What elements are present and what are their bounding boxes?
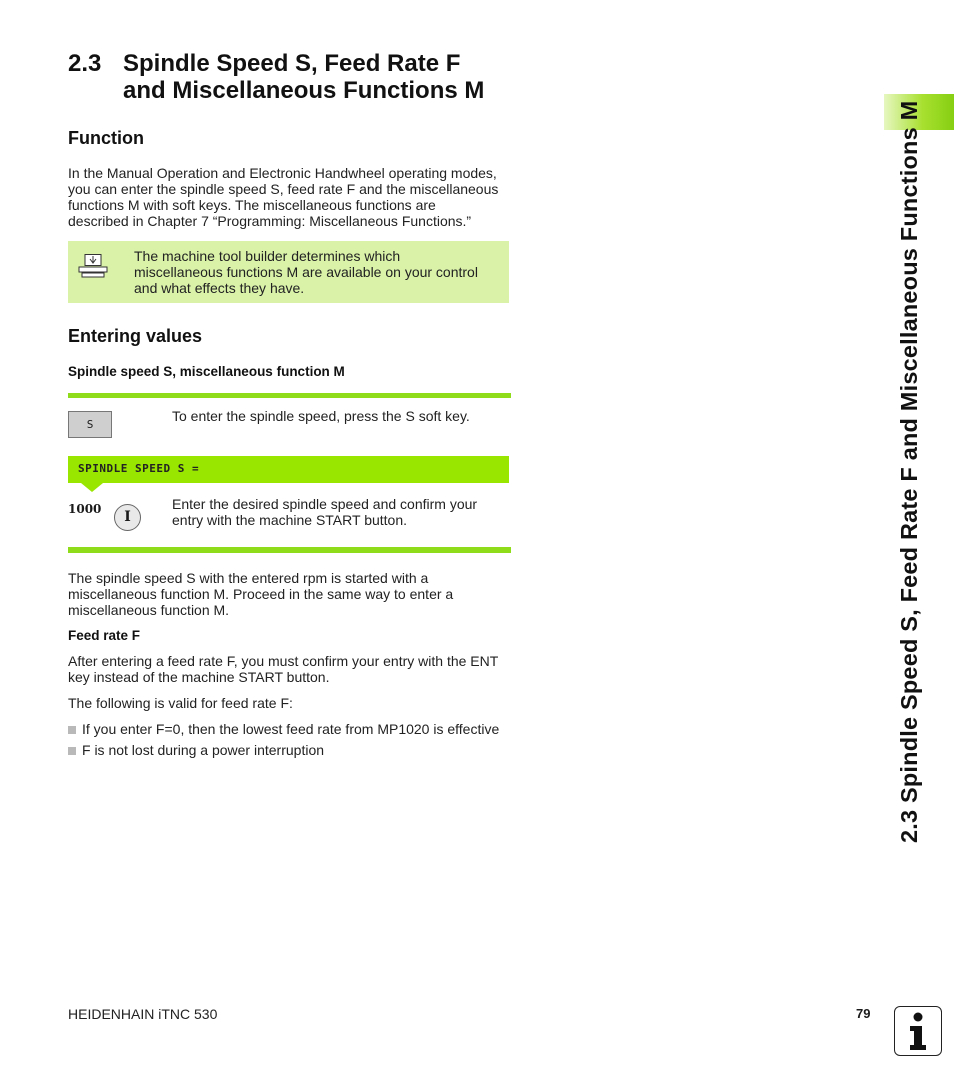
prompt-text: SPINDLE SPEED S =: [78, 462, 200, 475]
after-line: The spindle speed S with the entered rpm is started with a: [68, 570, 429, 586]
after-paragraph: [68, 570, 453, 618]
list-item: [68, 721, 499, 737]
note-text: [134, 248, 504, 296]
feed-line: key instead of the machine START button.: [68, 669, 330, 685]
list-item: [68, 742, 324, 758]
section-number: 2.3: [68, 50, 102, 77]
machine-tool-icon: [78, 254, 110, 280]
feed-rate-heading: Feed rate F: [68, 628, 141, 643]
function-line: described in Chapter 7 “Programming: Miscellaneous Functions.”: [68, 213, 472, 229]
after-line: miscellaneous function M.: [68, 602, 230, 618]
function-line: functions M with soft keys. The miscellaneous functions are: [68, 197, 436, 213]
function-line: you can enter the spindle speed S, feed rate F and the miscellaneous: [68, 181, 499, 197]
bullet-square-icon: [68, 726, 76, 734]
note-line: miscellaneous functions M are available on your control: [134, 264, 478, 280]
function-paragraph: [68, 165, 498, 229]
step-block-top-rule: [68, 393, 511, 398]
machine-start-button[interactable]: I: [114, 504, 141, 531]
spindle-speed-prompt: [68, 456, 509, 483]
entering-values-heading: Entering values: [68, 326, 203, 346]
step2-text: [172, 496, 477, 528]
side-section-title: 2.3 Spindle Speed S, Feed Rate F and Miscellaneous Functions M: [896, 100, 922, 843]
bullet-square-icon: [68, 747, 76, 755]
function-heading: Function: [68, 128, 144, 148]
bullet-text: If you enter F=0, then the lowest feed rate from MP1020 is effective: [82, 721, 500, 737]
machine-builder-note: [68, 241, 509, 303]
page-title-line1: Spindle Speed S, Feed Rate F: [123, 50, 461, 77]
feed-paragraph: [68, 653, 498, 685]
info-i-glyph-icon: [895, 1007, 940, 1054]
step2-line: entry with the machine START button.: [172, 512, 408, 528]
bullet-text: F is not lost during a power interruption: [82, 742, 325, 758]
note-line: and what effects they have.: [134, 280, 305, 296]
footer-product: HEIDENHAIN iTNC 530: [68, 1006, 218, 1022]
feed-line: After entering a feed rate F, you must confirm your entry with the ENT: [68, 653, 499, 669]
feed-valid-text: The following is valid for feed rate F:: [68, 695, 293, 711]
step1-text: To enter the spindle speed, press the S soft key.: [172, 408, 470, 424]
prompt-pointer: [81, 483, 103, 492]
page-title-line2: and Miscellaneous Functions M: [123, 77, 485, 104]
info-icon: [894, 1006, 942, 1056]
page-number: 79: [856, 1006, 871, 1021]
after-line: miscellaneous function M. Proceed in the same way to enter a: [68, 586, 454, 602]
note-line: The machine tool builder determines which: [134, 248, 401, 264]
step-block-bottom-rule: [68, 547, 511, 553]
s-soft-key[interactable]: S: [68, 411, 112, 438]
step2-line: Enter the desired spindle speed and confirm your: [172, 496, 478, 512]
function-line: In the Manual Operation and Electronic Handwheel operating modes,: [68, 165, 497, 181]
value-1000: 1000: [68, 502, 102, 516]
spindle-subheading: Spindle speed S, miscellaneous function M: [68, 364, 345, 379]
